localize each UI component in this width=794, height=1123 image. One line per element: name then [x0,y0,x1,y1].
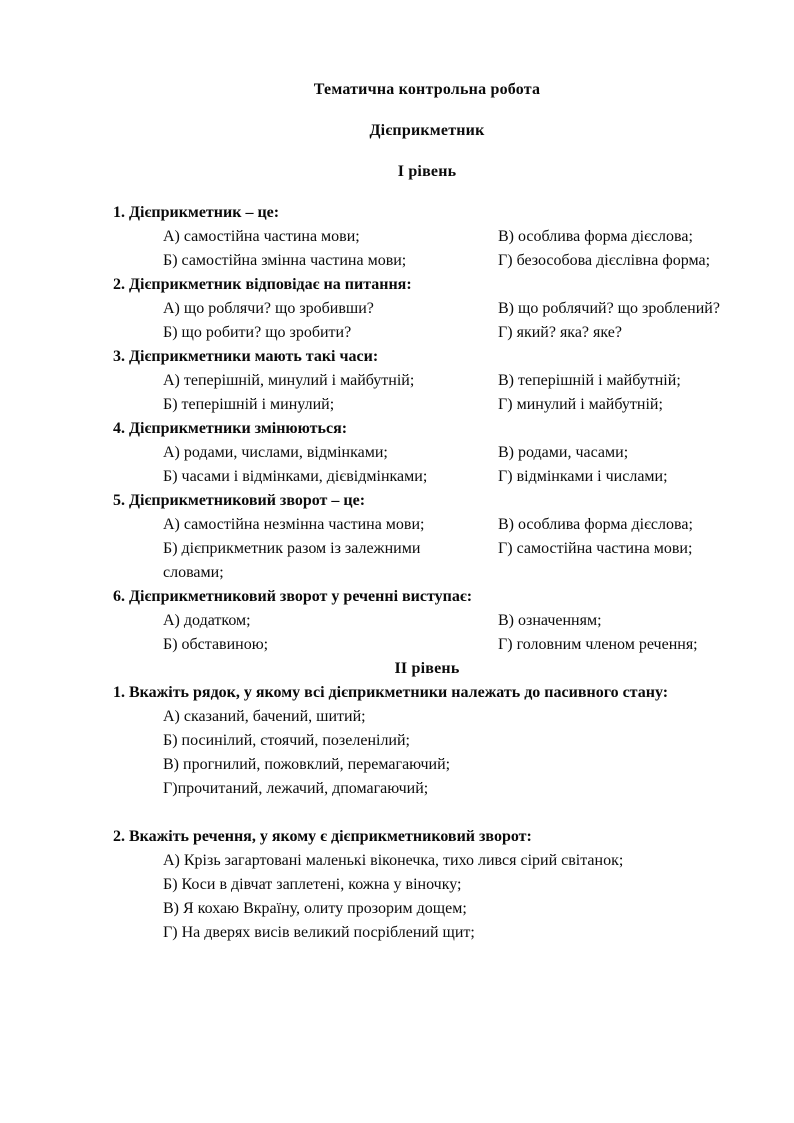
question-1 [113,201,741,273]
options-column-right [448,609,741,657]
option-v[interactable]: В) прогнилий, пожовклий, перемагаючий; [163,756,451,773]
title-block [113,78,741,184]
level-two-section [113,681,741,945]
question-options [113,609,741,657]
option-a[interactable]: А) самостійна незмінна частина мови; [163,516,425,533]
option-v[interactable]: В) Я кохаю Вкраїну, олиту прозорим дощем; [163,900,467,917]
page-title: Тематична контрольна робота [313,81,541,98]
question-prompt: 4. Дієприкметники змінюються: [113,420,348,437]
question-3 [113,345,741,417]
option-b[interactable]: Б) дієприкметник разом із залежними словами; [163,540,421,581]
question-options [113,225,741,273]
question-prompt: 2. Дієприкметник відповідає на питання: [113,276,412,293]
option-b[interactable]: Б) самостійна змінна частина мови; [163,252,407,269]
option-a[interactable]: А) додатком; [163,612,251,629]
option-v[interactable]: В) особлива форма дієслова; [498,516,693,533]
option-v[interactable]: В) що роблячий? що зроблений? [498,300,720,317]
option-a[interactable]: А) Крізь загартовані маленькі віконечка, тихо лився сірий світанок; [163,852,624,869]
option-v[interactable]: В) родами, часами; [498,444,629,461]
document-subtitle: Дієприкметник [369,122,485,139]
question-options [113,849,741,945]
option-g[interactable]: Г) На дверях висів великий посріблений щит; [163,924,475,941]
options-column-right [448,513,741,561]
option-g[interactable]: Г) головним членом речення; [498,636,698,653]
option-a[interactable]: А) самостійна частина мови; [163,228,360,245]
options-column-left [113,225,448,273]
option-a[interactable]: А) що роблячи? що зробивши? [163,300,374,317]
option-a[interactable]: А) сказаний, бачений, шитий; [163,708,366,725]
option-a[interactable]: А) родами, числами, відмінками; [163,444,388,461]
question-prompt: 6. Дієприкметниковий зворот у реченні виступає: [113,588,473,605]
question-options [113,513,741,585]
question-options [113,441,741,489]
option-b[interactable]: Б) Коси в дівчат заплетені, кожна у віночку; [163,876,462,893]
option-g[interactable]: Г) самостійна частина мови; [498,540,693,557]
level-two-heading: II рівень [394,660,460,677]
option-g[interactable]: Г)прочитаний, лежачий, дпомагаючий; [163,780,429,797]
option-b[interactable]: Б) обставиною; [163,636,269,653]
question-prompt: 3. Дієприкметники мають такі часи: [113,348,379,365]
option-v[interactable]: В) означенням; [498,612,602,629]
options-column-right [448,369,741,417]
options-column-left [113,513,448,585]
option-v[interactable]: В) теперішній і майбутній; [498,372,681,389]
question-options [113,369,741,417]
option-a[interactable]: А) теперішній, минулий і майбутній; [163,372,415,389]
question-prompt: 5. Дієприкметниковий зворот – це: [113,492,366,509]
options-column-left [113,609,448,657]
option-g[interactable]: Г) відмінками і числами; [498,468,668,485]
option-b[interactable]: Б) посинілий, стоячий, позеленілий; [163,732,410,749]
options-column-left [113,441,448,489]
options-column-right [448,441,741,489]
option-b[interactable]: Б) часами і відмінками, дієвідмінками; [163,468,428,485]
option-v[interactable]: В) особлива форма дієслова; [498,228,693,245]
options-column-left [113,297,448,345]
level-one-heading: I рівень [397,163,457,180]
paragraph-spacer [113,801,741,825]
option-g[interactable]: Г) який? яка? яке? [498,324,622,341]
option-g[interactable]: Г) безособова дієслівна форма; [498,252,711,269]
options-column-right [448,297,741,345]
question-options [113,297,741,345]
option-g[interactable]: Г) минулий і майбутній; [498,396,663,413]
option-b[interactable]: Б) що робити? що зробити? [163,324,352,341]
options-column-left [113,369,448,417]
level-two-question-1 [113,681,741,801]
option-b[interactable]: Б) теперішній і минулий; [163,396,335,413]
question-4 [113,417,741,489]
level-one-section [113,201,741,657]
options-column-right [448,225,741,273]
question-prompt: 1. Вкажіть рядок, у якому всі дієприкметники належать до пасивного стану: [113,684,669,701]
question-prompt: 2. Вкажіть речення, у якому є дієприкметниковий зворот: [113,828,532,845]
question-6 [113,585,741,657]
question-5 [113,489,741,585]
question-prompt: 1. Дієприкметник – це: [113,204,280,221]
question-options [113,705,741,801]
level-two-question-2 [113,825,741,945]
document-body [113,78,741,945]
question-2 [113,273,741,345]
